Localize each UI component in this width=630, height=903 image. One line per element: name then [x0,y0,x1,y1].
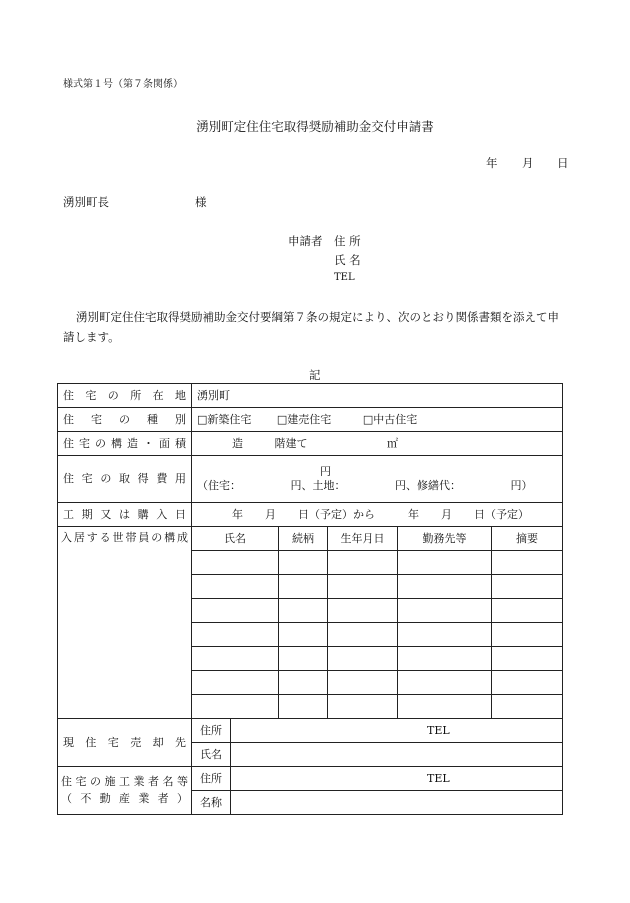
label-cost: 住宅の取得費用 [58,456,192,503]
seller-address-value[interactable] [231,719,563,743]
document-title: 湧別町定住住宅取得奨励補助金交付申請書 [196,119,434,134]
builder-address-value[interactable] [231,767,563,791]
application-table [57,383,563,815]
date-month: 月 [522,156,534,170]
builder-name-label: 名称 [192,791,231,815]
members-header-birthdate: 生年月日 [328,527,398,551]
label-type: 住宅の種別 [58,408,192,432]
members-header-relation: 続柄 [279,527,328,551]
option-used[interactable]: □中古住宅 [362,412,418,426]
option-built-for-sale[interactable]: □建売住宅 [276,412,332,426]
label-structure: 住宅の構造・面積 [58,432,192,456]
label-seller: 現住宅売却先 [58,719,192,767]
body-text-line2: 請します。 [63,330,120,344]
addressee-name: 湧別町長 [63,195,109,209]
cost-yen: 円 [320,465,331,478]
applicant-tel-label: TEL [334,272,355,283]
structure-m2: ㎡ [387,436,398,450]
builder-tel-label: TEL [427,771,450,785]
seller-tel-label: TEL [427,723,450,737]
period-value[interactable]: 年 月 日（予定）から 年 月 日（予定） [192,503,563,527]
builder-label-line2: （不動産業者） [61,792,188,805]
seller-name-value[interactable] [231,743,563,767]
builder-label-line1: 住宅の施工業者名等 [61,775,188,788]
form-number: 様式第１号（第７条関係） [63,79,183,90]
ki-heading: 記 [309,368,321,382]
type-options[interactable] [192,408,563,432]
label-period: 工期又は購入日 [58,503,192,527]
applicant-label: 申請者 [288,234,323,248]
label-members: 入居する世帯員の構成 [58,527,192,719]
seller-name-label: 氏名 [192,743,231,767]
cost-breakdown: （住宅： 円、土地： 円、修繕代： 円） [197,479,533,492]
applicant-name-label: 氏 名 [334,253,361,267]
structure-zo: 造 [232,436,243,450]
date-day: 日 [557,156,569,170]
structure-value[interactable] [192,432,563,456]
structure-kaidate: 階建て [274,436,308,450]
label-builder [58,767,192,815]
date-year: 年 [486,156,498,170]
addressee-sama: 様 [195,195,207,209]
members-header-remarks: 摘要 [492,527,563,551]
seller-address-label: 住所 [192,719,231,743]
builder-address-label: 住所 [192,767,231,791]
label-location: 住宅の所在地 [58,384,192,408]
members-header-name: 氏名 [192,527,279,551]
body-text-line1: 湧別町定住住宅取得奨励補助金交付要綱第７条の規定により、次のとおり関係書類を添えて申 [76,310,559,324]
location-value[interactable]: 湧別町 [192,384,563,408]
cost-value[interactable] [192,456,563,503]
applicant-address-label: 住 所 [334,234,361,248]
option-new[interactable]: □新築住宅 [197,412,252,426]
members-header-workplace: 勤務先等 [398,527,492,551]
builder-name-value[interactable] [231,791,563,815]
